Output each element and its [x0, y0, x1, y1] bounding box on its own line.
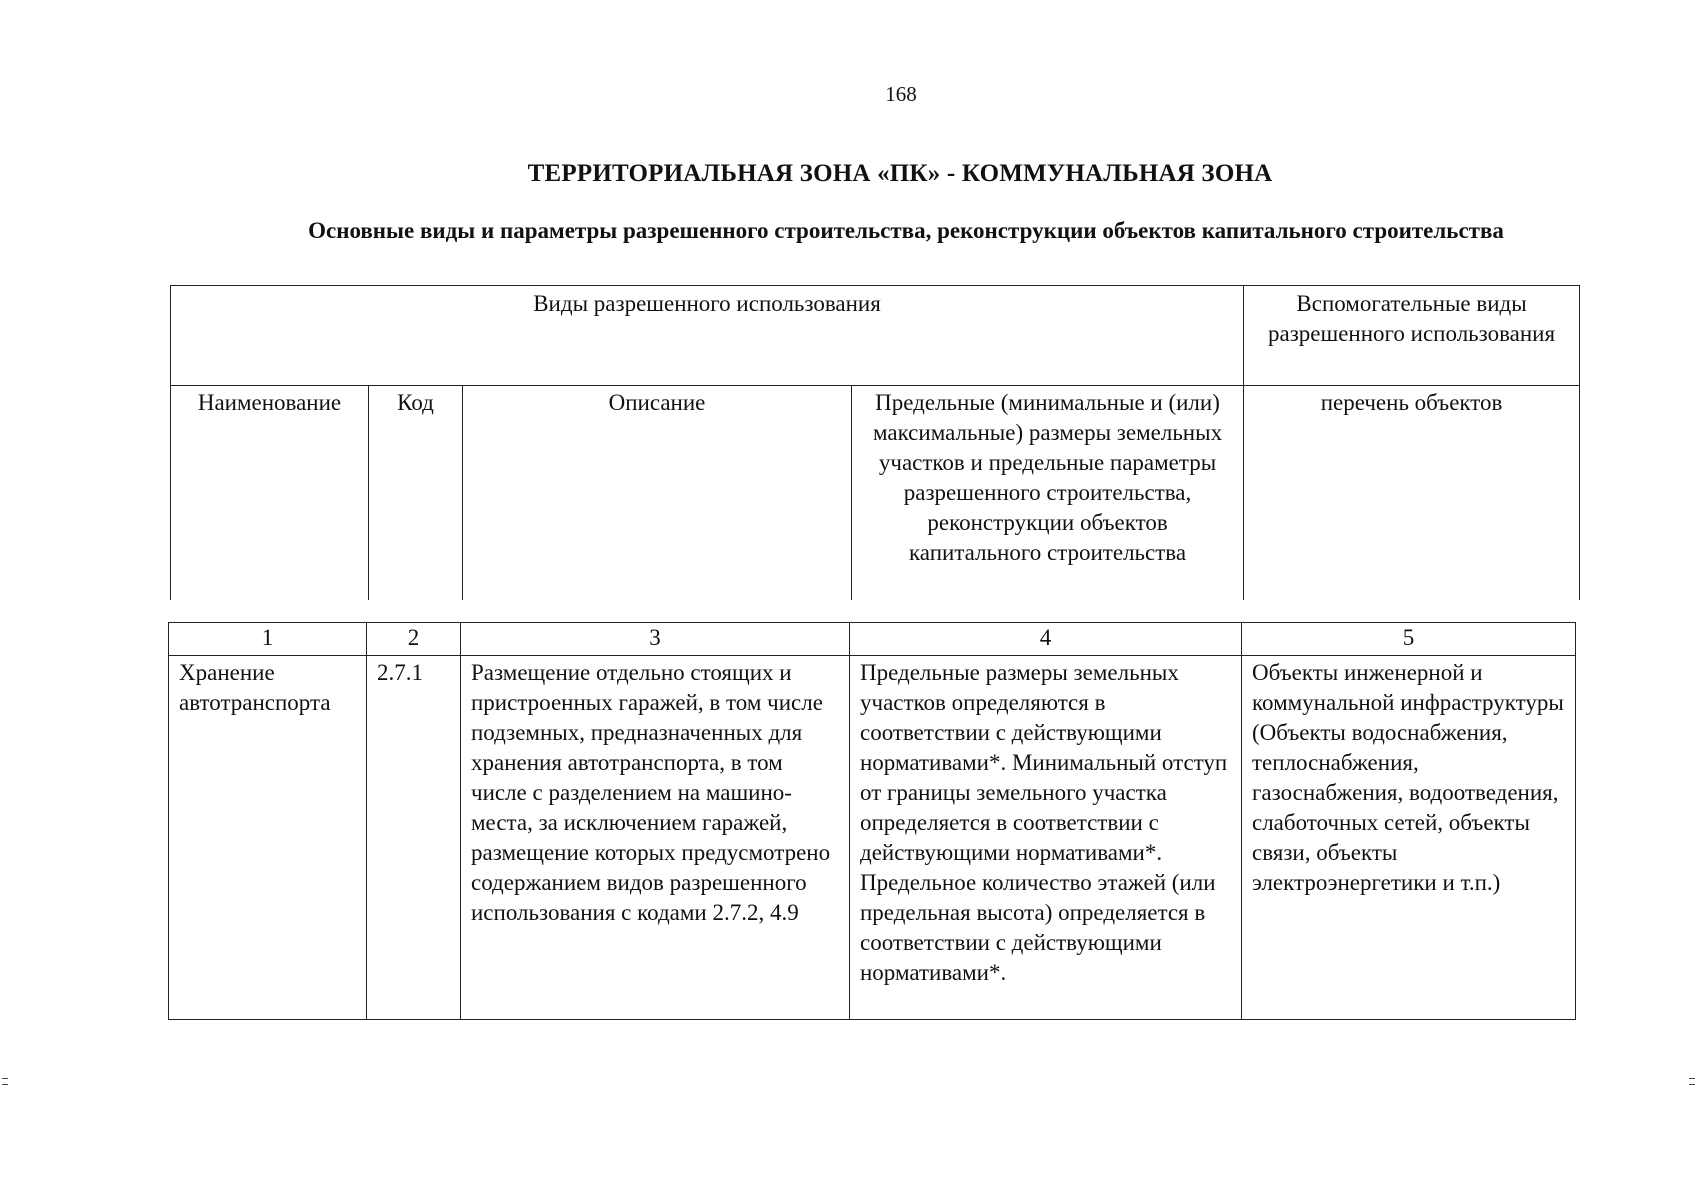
header-col-description: Описание — [463, 386, 852, 601]
header-column-row — [171, 386, 1580, 601]
header-table — [170, 285, 1580, 600]
column-number: 2 — [367, 623, 461, 656]
column-number: 4 — [850, 623, 1242, 656]
column-number-row — [169, 623, 1576, 656]
table-subtitle: Основные виды и параметры разрешенного строительства, реконструкции объектов капитального строительства — [308, 218, 1504, 243]
scan-margin-mark — [2, 1084, 8, 1085]
data-table — [168, 622, 1576, 1020]
cell-code: 2.7.1 — [367, 656, 461, 1020]
column-number: 3 — [461, 623, 850, 656]
column-number: 5 — [1242, 623, 1576, 656]
table-row — [169, 656, 1576, 1020]
header-col-objects: перечень объектов — [1244, 386, 1580, 601]
column-number: 1 — [169, 623, 367, 656]
cell-params: Предельные размеры земельных участков определяются в соответствии с действующими нормативами*. Минимальный отступ от границы земельного участка определяется в соответствии с действующими нормативами*. Предельное количество этажей (или предельная высота) определяется в соответствии с действующими нормативами*. — [850, 656, 1242, 1020]
header-col-name: Наименование — [171, 386, 369, 601]
header-col-code: Код — [369, 386, 463, 601]
page-number: 168 — [885, 82, 917, 106]
header-group-aux: Вспомогательные виды разрешенного использования — [1244, 286, 1580, 386]
header-col-params: Предельные (минимальные и (или) максимальные) размеры земельных участков и предельные параметры разрешенного строительства, реконструкции объектов капитального строительства — [852, 386, 1244, 601]
header-group-row — [171, 286, 1580, 386]
scan-margin-mark — [2, 1078, 8, 1079]
zone-title: ТЕРРИТОРИАЛЬНАЯ ЗОНА «ПК» - КОММУНАЛЬНАЯ ЗОНА — [527, 160, 1273, 187]
scan-margin-mark — [1689, 1078, 1695, 1079]
cell-objects: Объекты инженерной и коммунальной инфраструктуры (Объекты водоснабжения, теплоснабжения, газоснабжения, водоотведения, слаботочных сетей, объекты связи, объекты электроэнергетики и т.п.) — [1242, 656, 1576, 1020]
scan-margin-mark — [1689, 1084, 1695, 1085]
cell-name: Хранение автотранспорта — [169, 656, 367, 1020]
cell-description: Размещение отдельно стоящих и пристроенных гаражей, в том числе подземных, предназначенных для хранения автотранспорта, в том числе с разделением на машино-места, за исключением гаражей, размещение которых предусмотрено содержанием видов разрешенного использования с кодами 2.7.2, 4.9 — [461, 656, 850, 1020]
header-group-main: Виды разрешенного использования — [171, 286, 1244, 386]
